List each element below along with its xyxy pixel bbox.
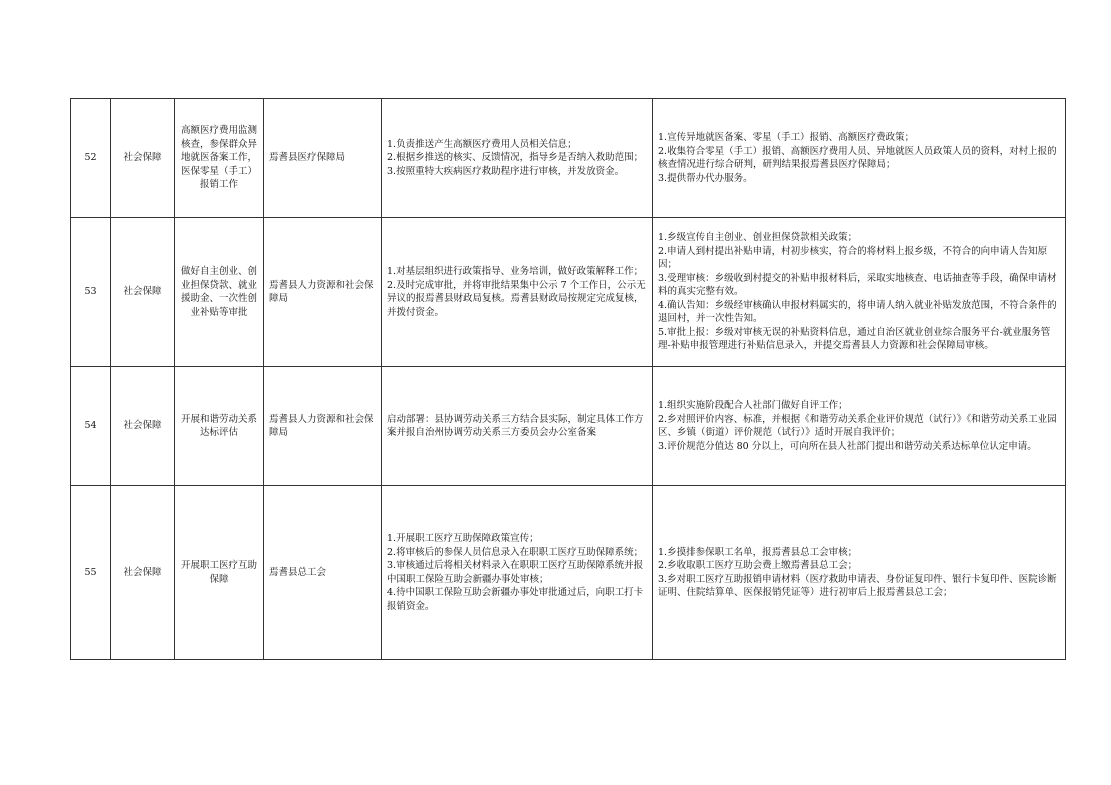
town-duties-cell bbox=[653, 99, 1066, 218]
town-duty-line: 1.宣传异地就医备案、零星（手工）报销、高额医疗费政策； bbox=[658, 132, 915, 143]
town-duty-line: 5.审批上报：乡级对审核无误的补贴资料信息，通过自治区就业创业综合服务平台-就业服务管理-补贴申报管理进行补贴信息录入，并提交焉耆县人力资源和社会保障局审核。 bbox=[658, 326, 1051, 352]
county-duty-line: 3.审核通过后将相关材料录入在职职工医疗互助保障系统并报中国职工保险互助会新疆办事处审核； bbox=[387, 560, 644, 585]
county-duty-line: 3.按照重特大疾病医疗救助程序进行审核，并发放资金。 bbox=[387, 165, 625, 177]
town-duties-cell bbox=[653, 367, 1066, 486]
county-duty-line: 1.开展职工医疗互助保障政策宣传； bbox=[387, 533, 539, 544]
town-duty-line: 1.乡摸排参保职工名单，报焉耆县总工会审核； bbox=[658, 546, 858, 558]
town-duty-line: 1.乡级宣传自主创业、创业担保贷款相关政策； bbox=[658, 232, 858, 244]
department-cell: 焉耆县总工会 bbox=[264, 486, 382, 660]
department-cell: 焉耆县医疗保障局 bbox=[264, 99, 382, 218]
task-cell: 高额医疗费用监测核查，参保群众异地就医备案工作，医保零星（手工）报销工作 bbox=[175, 99, 264, 218]
county-duty-line: 4.待中国职工保险互助会新疆办事处审批通过后，向职工打卡报销资金。 bbox=[387, 587, 644, 612]
county-duty-line: 2.根据乡推送的核实、反馈情况，指导乡是否纳入救助范围； bbox=[387, 152, 644, 164]
duty-list-table bbox=[70, 98, 1066, 660]
table-row bbox=[71, 486, 1066, 660]
table-row bbox=[71, 218, 1066, 367]
town-duty-line: 1.组织实施阶段配合人社部门做好自评工作； bbox=[658, 400, 848, 411]
town-duty-line: 3.乡对职工医疗互助报销申请材料（医疗救助申请表、身份证复印件、银行卡复印件、医院诊断证明、住院结算单、医保报销凭证等）进行初审后上报焉耆县总工会； bbox=[658, 573, 1057, 598]
row-number: 52 bbox=[71, 99, 111, 218]
town-duty-line: 4.确认告知：乡级经审核确认申报材料属实的，将申请人纳入就业补贴发放范围，不符合条件的退回村，并一次性告知。 bbox=[658, 299, 1057, 325]
town-duty-line: 2.乡收取职工医疗互助会费上缴焉耆县总工会； bbox=[658, 560, 858, 571]
row-number: 54 bbox=[71, 367, 111, 486]
town-duties-cell bbox=[653, 218, 1066, 367]
county-duties-cell bbox=[382, 367, 653, 486]
task-cell: 开展职工医疗互助保障 bbox=[175, 486, 264, 660]
table-body bbox=[71, 99, 1066, 660]
town-duty-line: 3.评价规范分值达 80 分以上，可向所在县人社部门提出和谐劳动关系达标单位认定申请。 bbox=[658, 440, 1037, 452]
county-duties-cell bbox=[382, 99, 653, 218]
table-row bbox=[71, 99, 1066, 218]
category-cell: 社会保障 bbox=[111, 486, 175, 660]
county-duty-line: 启动部署：县协调劳动关系三方结合县实际，制定具体工作方案并报自治州协调劳动关系三方委员会办公室备案 bbox=[387, 413, 644, 438]
town-duty-line: 2.乡对照评价内容、标准，并根据《和谐劳动关系企业评价规范（试行）》《和谐劳动关系工业园区、乡镇（街道）评价规范（试行）》适时开展自我评价； bbox=[658, 413, 1057, 438]
town-duties-cell bbox=[653, 486, 1066, 660]
category-cell: 社会保障 bbox=[111, 218, 175, 367]
county-duties-cell bbox=[382, 218, 653, 367]
table-row bbox=[71, 367, 1066, 486]
department-cell: 焉耆县人力资源和社会保障局 bbox=[264, 218, 382, 367]
town-duty-line: 3.提供帮办代办服务。 bbox=[658, 172, 753, 184]
county-duty-line: 1.负责推送产生高额医疗费用人员相关信息； bbox=[387, 138, 577, 150]
category-cell: 社会保障 bbox=[111, 99, 175, 218]
row-number: 53 bbox=[71, 218, 111, 367]
department-cell: 焉耆县人力资源和社会保障局 bbox=[264, 367, 382, 486]
category-cell: 社会保障 bbox=[111, 367, 175, 486]
task-cell: 做好自主创业、创业担保贷款、就业援助金、一次性创业补贴等审批 bbox=[175, 218, 264, 367]
county-duties-cell bbox=[382, 486, 653, 660]
county-duty-line: 1.对基层组织进行政策指导、业务培训，做好政策解释工作； bbox=[387, 266, 644, 277]
town-duty-line: 2.申请人到村提出补贴申请，村初步核实，符合的将材料上报乡级，不符合的向申请人告知原因； bbox=[658, 245, 1048, 271]
town-duty-line: 3.受理审核：乡级收到村提交的补贴申报材料后，采取实地核查、电话抽查等手段，确保申请材料的真实完整有效。 bbox=[658, 272, 1057, 298]
county-duty-line: 2.及时完成审批，并将审批结果集中公示 7 个工作日，公示无异议的报焉耆县财政局复核。焉耆县财政局按规定完成复核，并拨付资金。 bbox=[387, 279, 646, 318]
row-number: 55 bbox=[71, 486, 111, 660]
town-duty-line: 2.收集符合零星（手工）报销、高额医疗费用人员、异地就医人员政策人员的资料，对村上报的核查情况进行综合研判，研判结果报焉耆县医疗保障局； bbox=[658, 145, 1057, 170]
county-duty-line: 2.将审核后的参保人员信息录入在职职工医疗互助保障系统； bbox=[387, 546, 644, 558]
task-cell: 开展和谐劳动关系达标评估 bbox=[175, 367, 264, 486]
